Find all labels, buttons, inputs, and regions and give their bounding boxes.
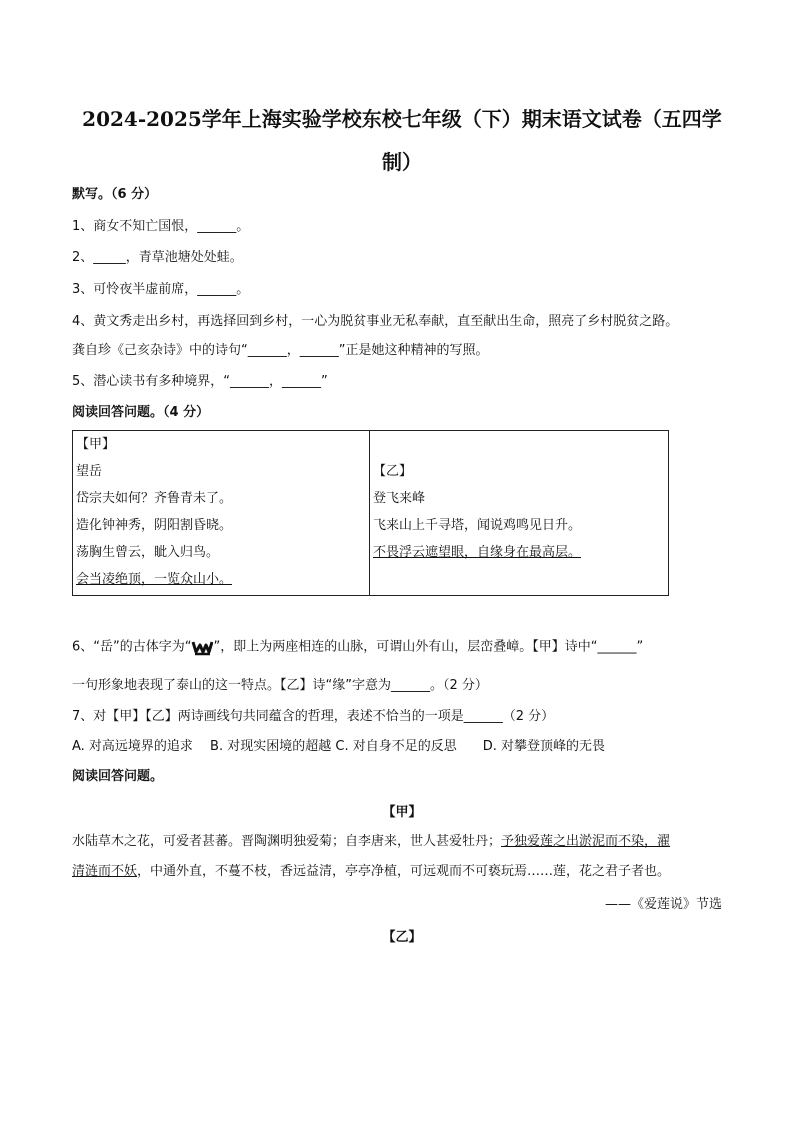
- poem-jia-line: 荡胸生曾云，眦入归鸟。: [76, 545, 220, 560]
- poem-yi-cell: [370, 431, 669, 596]
- ancient-yue-glyph-icon: [191, 638, 213, 656]
- section-heading-reading-poems: 阅读回答问题。（4 分）: [72, 405, 210, 420]
- passage-jia-tag: 【甲】: [382, 805, 422, 820]
- question-3: 3、可怜夜半虚前席，______。: [72, 282, 250, 297]
- question-6-text-a: 6、“岳”的古体字为“: [72, 639, 192, 655]
- question-4-line2: 龚自珍《己亥杂诗》中的诗句“______，______”正是她这种精神的写照。: [72, 343, 489, 358]
- passage-jia-line1: [72, 833, 670, 851]
- exam-title-line1: 2024-2025学年上海实验学校东校七年级（下）期末语文试卷（五四学: [82, 107, 722, 131]
- passage-jia-source: ——《爱莲说》节选: [604, 897, 722, 912]
- question-6-line1: [72, 638, 643, 657]
- exam-title-line2: 制）: [382, 150, 422, 174]
- question-1: 1、商女不知亡国恨，______。: [72, 219, 250, 234]
- poem-jia-line: 造化钟神秀，阴阳割昏晓。: [76, 518, 233, 533]
- section-heading-dictation: 默写。（6 分）: [72, 187, 158, 202]
- poem-jia-title: 望岳: [76, 464, 103, 479]
- poem-jia-tag: 【甲】: [76, 437, 116, 452]
- question-2: 2、_____，青草池塘处处蛙。: [72, 250, 243, 265]
- passage-jia-line2: [72, 863, 670, 881]
- poem-yi-line: 飞来山上千寻塔，闻说鸡鸣见日升。: [373, 518, 582, 533]
- passage-jia-line1-underlined: 予独爱莲之出淤泥而不染，濯: [501, 834, 671, 849]
- passage-jia-line2-underlined: 清涟而不妖: [72, 864, 138, 879]
- poem-jia-underlined-line: 会当凌绝顶，一览众山小。: [76, 572, 233, 587]
- poem-yi-underlined-line: 不畏浮云遮望眼，自缘身在最高层。: [373, 545, 582, 560]
- section-heading-reading: 阅读回答问题。: [72, 769, 164, 784]
- question-7-options: A. 对高远境界的追求 B. 对现实困境的超越 C. 对自身不足的反思 D. 对攀登顶峰的无畏: [72, 739, 605, 754]
- question-7: 7、对【甲】【乙】两诗画线句共同蕴含的哲理，表述不恰当的一项是______（2 分）: [72, 709, 555, 724]
- question-5: 5、潜心读书有多种境界，“______，______”: [72, 374, 328, 389]
- poem-jia-cell: [73, 431, 370, 596]
- passage-jia-line1-plain: 水陆草木之花，可爱者甚蕃。晋陶渊明独爱菊；自李唐来，世人甚爱牡丹；: [72, 834, 502, 849]
- poem-jia-line: 岱宗夫如何？齐鲁青未了。: [76, 491, 233, 506]
- passage-yi-tag: 【乙】: [382, 930, 422, 945]
- question-6-text-b: ”，即上为两座相连的山脉，可谓山外有山，层峦叠嶂。【甲】诗中“______”: [213, 639, 644, 655]
- passage-jia-line2-plain: ，中通外直，不蔓不枝，香远益清，亭亭净植，可远观而不可亵玩焉……莲，花之君子者也。: [137, 864, 671, 879]
- poem-yi-title: 登飞来峰: [373, 491, 426, 506]
- question-4-line1: 4、黄文秀走出乡村，再选择回到乡村，一心为脱贫事业无私奉献，直至献出生命，照亮了乡村脱贫之路。: [72, 314, 679, 329]
- question-6-line2: 一句形象地表现了泰山的这一特点。【乙】诗“缘”字意为______。（2 分）: [72, 678, 488, 693]
- poem-yi-tag: 【乙】: [373, 464, 413, 479]
- poem-comparison-table: [72, 430, 669, 596]
